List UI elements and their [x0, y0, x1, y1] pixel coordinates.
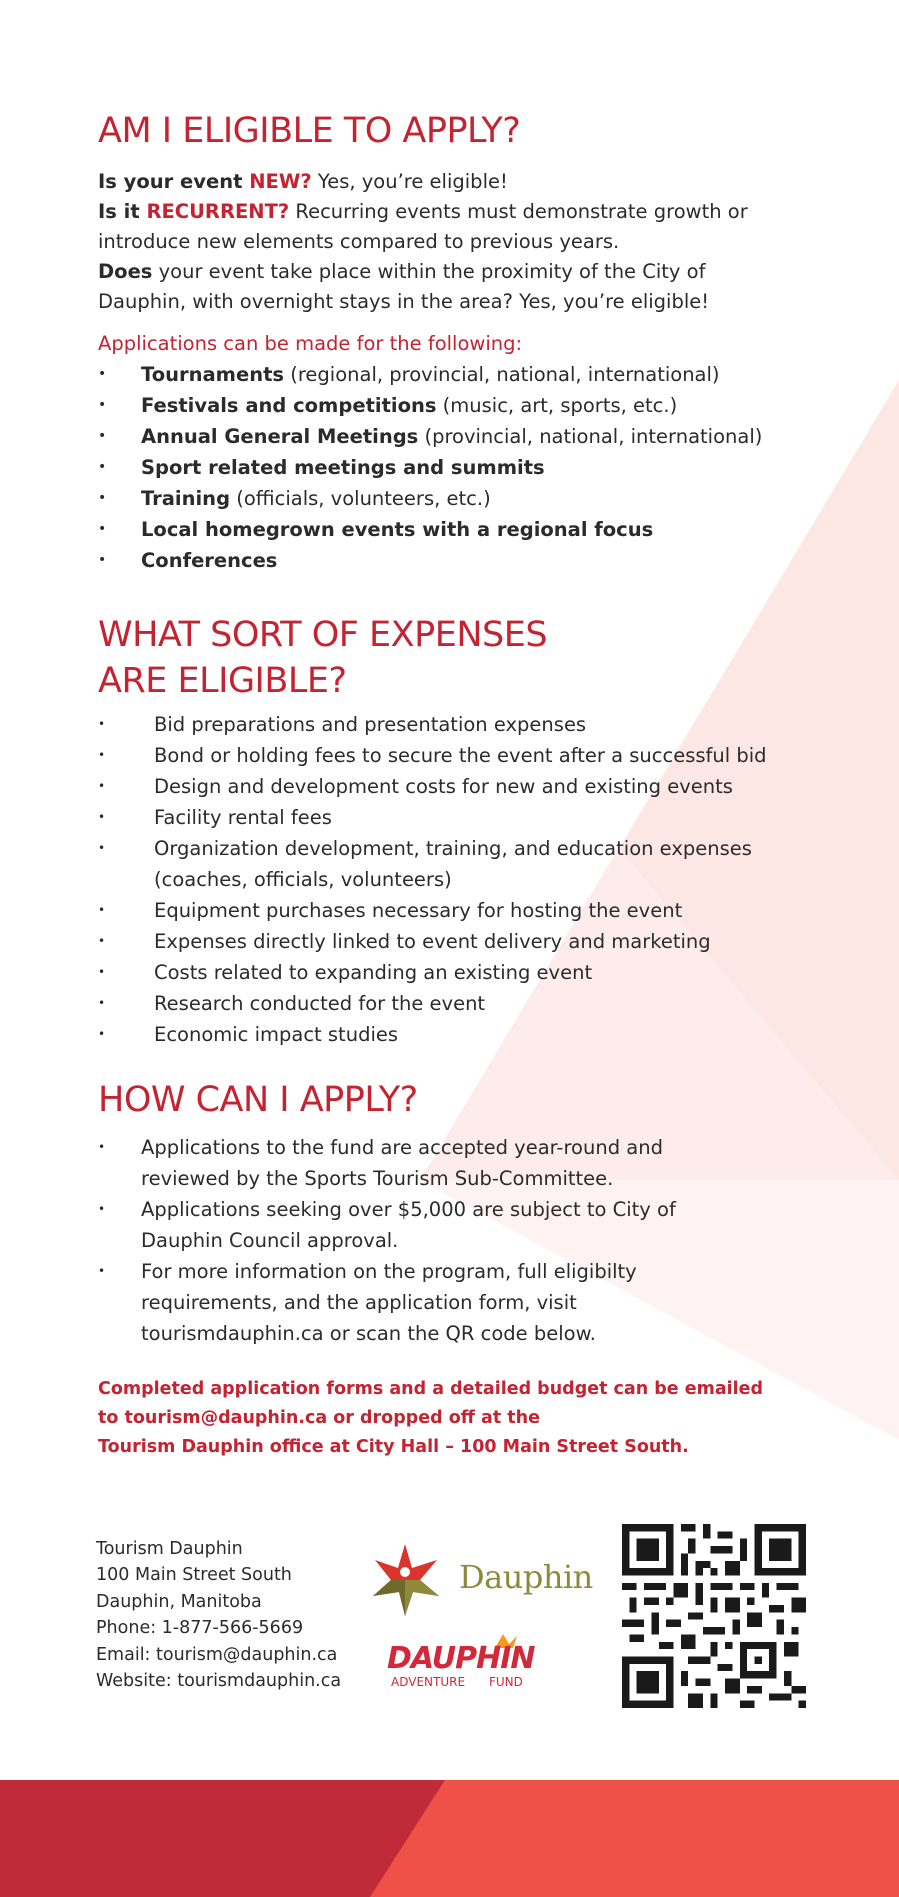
item-text: requirements, and the application form, visit — [141, 1291, 577, 1314]
dauphin-adventure-fund-logo — [385, 1630, 585, 1690]
list-item — [98, 802, 767, 833]
list-item — [98, 957, 767, 988]
item-text: Bid preparations and presentation expenses — [154, 713, 587, 736]
bullet-icon: • — [98, 490, 107, 506]
list-item — [98, 926, 767, 957]
intro-recurrent-keyword: RECURRENT? — [146, 200, 290, 223]
item-text: Equipment purchases necessary for hosting the event — [154, 899, 683, 922]
item-bold: Local homegrown events with a regional focus — [141, 518, 654, 541]
list-item — [98, 988, 767, 1019]
item-text: Expenses directly linked to event delivery and marketing — [154, 930, 711, 953]
bullet-icon: • — [98, 996, 106, 1010]
item-text: reviewed by the Sports Tourism Sub-Committee. — [141, 1167, 614, 1190]
city-logo-wordmark: Dauphin — [459, 1558, 593, 1596]
list-item-continuation — [98, 864, 767, 895]
intro-proximity-answer: your event take place within the proximity of the City of Dauphin, with overnight stays in the area? Yes, you’re eligible! — [98, 260, 710, 313]
item-text: Economic impact studies — [154, 1023, 399, 1046]
footer-color-band — [0, 1780, 899, 1897]
bullet-icon: • — [98, 1140, 106, 1154]
star-emblem-icon — [365, 1538, 445, 1618]
intro-line-recurrent — [98, 197, 778, 257]
bullet-icon: • — [98, 1202, 106, 1216]
intro-recurrent-answer: Recurring events must demonstrate growth or introduce new elements compared to previous years. — [98, 200, 748, 253]
contact-phone[interactable]: Phone: 1-877-566-5669 — [96, 1618, 304, 1639]
item-text: Dauphin Council approval. — [141, 1229, 399, 1252]
city-of-dauphin-logo — [365, 1538, 593, 1618]
eligibility-intro — [98, 167, 778, 317]
how-to-apply-list — [98, 1132, 676, 1349]
svg-text:DAUPHIN: DAUPHIN — [387, 1641, 535, 1676]
list-item — [98, 1019, 767, 1050]
svg-text:FUND: FUND — [489, 1675, 523, 1689]
intro-line-new — [98, 167, 778, 197]
list-item — [98, 514, 762, 545]
item-bold: Sport related meetings and summits — [141, 456, 545, 479]
expenses-list — [98, 709, 767, 1050]
submission-line: Completed application forms and a detailed budget can be emailed — [98, 1379, 764, 1399]
item-text: Costs related to expanding an existing event — [154, 961, 593, 984]
bullet-icon: • — [98, 965, 106, 979]
contact-street: 100 Main Street South — [96, 1565, 292, 1586]
item-bold: Tournaments — [141, 363, 285, 386]
expenses-heading-line1: WHAT SORT OF EXPENSES — [98, 615, 548, 655]
item-text: Research conducted for the event — [154, 992, 486, 1015]
bullet-icon: • — [98, 934, 106, 948]
intro-new-question: Is your event — [98, 170, 250, 193]
list-item — [98, 359, 762, 390]
list-item — [98, 421, 762, 452]
list-item — [98, 1256, 676, 1349]
bullet-icon: • — [98, 397, 107, 413]
submission-instructions — [98, 1375, 763, 1462]
qr-code-icon[interactable] — [622, 1524, 806, 1708]
eligible-heading: AM I ELIGIBLE TO APPLY? — [98, 111, 521, 151]
item-bold: Training — [141, 487, 231, 510]
how-to-apply-heading: HOW CAN I APPLY? — [98, 1080, 418, 1120]
list-item — [98, 740, 767, 771]
list-item — [98, 771, 767, 802]
list-item — [98, 452, 762, 483]
bullet-icon: • — [98, 521, 107, 537]
bullet-icon: • — [98, 1027, 106, 1041]
expenses-heading — [98, 612, 547, 704]
intro-line-proximity — [98, 257, 778, 317]
intro-proximity-question: Does — [98, 260, 153, 283]
application-types-list — [98, 359, 762, 576]
intro-new-keyword: NEW? — [249, 170, 312, 193]
adventure-fund-wordmark-icon — [385, 1630, 585, 1690]
contact-block — [96, 1536, 341, 1694]
item-detail: (provincial, national, international) — [418, 425, 763, 448]
item-bold: Annual General Meetings — [141, 425, 419, 448]
submission-line: Tourism Dauphin office at City Hall – 100 Main Street South. — [98, 1437, 689, 1457]
list-item — [98, 833, 767, 864]
contact-city: Dauphin, Manitoba — [96, 1591, 262, 1612]
item-detail: (music, art, sports, etc.) — [436, 394, 678, 417]
intro-new-answer: Yes, you’re eligible! — [311, 170, 508, 193]
item-text: Bond or holding fees to secure the event after a successful bid — [154, 744, 767, 767]
list-item — [98, 1132, 676, 1194]
expenses-heading-line2: ARE ELIGIBLE? — [98, 661, 347, 701]
bullet-icon: • — [98, 459, 107, 475]
item-text: Applications to the fund are accepted year-round and — [141, 1136, 663, 1159]
item-text: Organization development, training, and education expenses — [154, 837, 752, 860]
bullet-icon: • — [98, 428, 107, 444]
list-item — [98, 545, 762, 576]
item-detail: (regional, provincial, national, international) — [284, 363, 720, 386]
item-text: tourismdauphin.ca or scan the QR code below. — [141, 1322, 596, 1345]
bullet-icon: • — [98, 748, 106, 762]
item-text: Facility rental fees — [154, 806, 332, 829]
item-text: For more information on the program, full eligibilty — [141, 1260, 637, 1283]
list-item — [98, 709, 767, 740]
bullet-icon: • — [98, 810, 106, 824]
item-text: Applications seeking over $5,000 are subject to City of — [141, 1198, 676, 1221]
item-bold: Festivals and competitions — [141, 394, 437, 417]
intro-recurrent-question: Is it — [98, 200, 147, 223]
bullet-icon: • — [98, 779, 106, 793]
bullet-icon: • — [98, 717, 106, 731]
svg-text:ADVENTURE: ADVENTURE — [391, 1675, 466, 1689]
item-detail: (officials, volunteers, etc.) — [230, 487, 491, 510]
list-item — [98, 1194, 676, 1256]
bullet-icon: • — [98, 552, 107, 568]
applications-subheading: Applications can be made for the following: — [98, 332, 523, 355]
item-text: Design and development costs for new and existing events — [154, 775, 733, 798]
bullet-icon: • — [98, 366, 107, 382]
list-item — [98, 390, 762, 421]
item-bold: Conferences — [141, 549, 278, 572]
bullet-icon: • — [98, 903, 106, 917]
bullet-icon: • — [98, 1264, 106, 1278]
bullet-icon: • — [98, 841, 106, 855]
contact-name: Tourism Dauphin — [96, 1539, 243, 1559]
list-item — [98, 895, 767, 926]
contact-email[interactable]: Email: tourism@dauphin.ca — [96, 1644, 338, 1665]
contact-website[interactable]: Website: tourismdauphin.ca — [96, 1671, 342, 1692]
list-item — [98, 483, 762, 514]
item-text: (coaches, officials, volunteers) — [154, 868, 452, 891]
submission-line: to tourism@dauphin.ca or dropped off at the — [98, 1408, 540, 1428]
